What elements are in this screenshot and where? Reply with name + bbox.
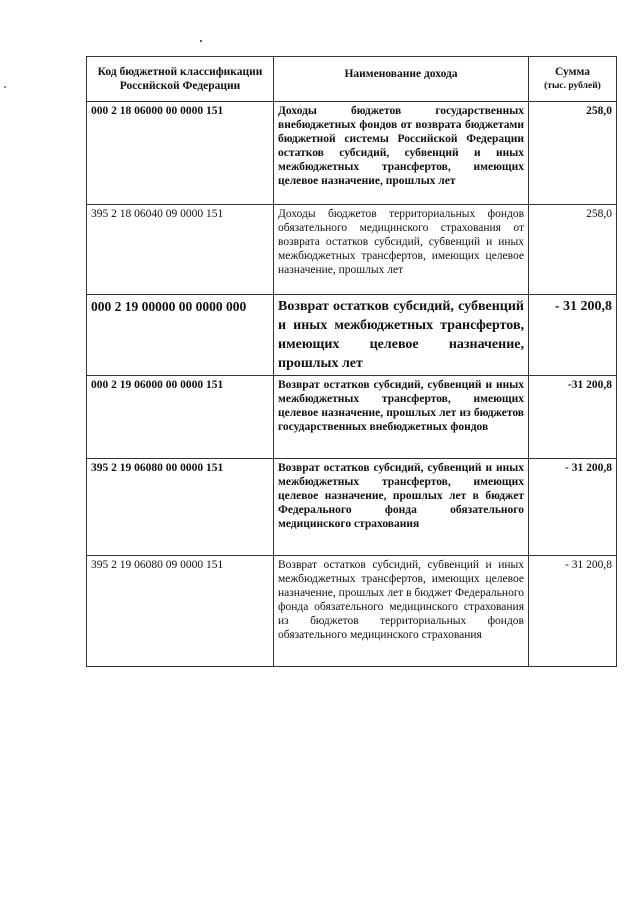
header-code: Код бюджетной классификации Российской Федерации — [87, 57, 274, 102]
row-sum: 258,0 — [529, 102, 617, 205]
row-name: Доходы бюджетов государственных внебюджетных фондов от возврата бюджетами бюджетной системы Российской Федерации остатков субсидий, субвенций и иных межбюджетных трансфертов, имеющих целевое назначение, прошлых лет — [274, 102, 529, 205]
row-sum: -31 200,8 — [529, 376, 617, 459]
table-row — [87, 102, 617, 205]
row-name: Возврат остатков субсидий, субвенций и иных межбюджетных трансфертов, имеющих целевое назначение, прошлых лет в бюджет Федерального фонда обязательного медицинского страхования из бюджетов территориальных фондов обязательного медицинского страхования — [274, 556, 529, 667]
row-sum: - 31 200,8 — [529, 295, 617, 376]
row-name: Возврат остатков субсидий, субвенций и иных межбюджетных трансфертов, имеющих целевое назначение, прошлых лет в бюджет Федерального фонда обязательного медицинского страхования — [274, 459, 529, 556]
table-row — [87, 376, 617, 459]
row-sum: 258,0 — [529, 205, 617, 295]
row-code: 395 2 18 06040 09 0000 151 — [87, 205, 274, 295]
row-name: Доходы бюджетов территориальных фондов обязательного медицинского страхования от возврата остатков субсидий, субвенций и иных межбюджетных трансфертов, имеющих целевое назначение, прошлых лет — [274, 205, 529, 295]
table-row — [87, 556, 617, 667]
row-code: 000 2 18 06000 00 0000 151 — [87, 102, 274, 205]
row-name: Возврат остатков субсидий, субвенций и иных межбюджетных трансфертов, имеющих целевое назначение, прошлых лет — [274, 295, 529, 376]
scan-speck — [4, 86, 6, 88]
row-sum: - 31 200,8 — [529, 459, 617, 556]
header-sum-label: Сумма — [555, 66, 590, 78]
header-name: Наименование дохода — [274, 57, 529, 102]
table-header-row — [87, 57, 617, 102]
row-code: 000 2 19 06000 00 0000 151 — [87, 376, 274, 459]
table-row — [87, 295, 617, 376]
table-row — [87, 459, 617, 556]
row-sum: - 31 200,8 — [529, 556, 617, 667]
scan-speck — [200, 40, 202, 42]
table-row — [87, 205, 617, 295]
row-code: 395 2 19 06080 00 0000 151 — [87, 459, 274, 556]
header-sum-unit: (тыс. рублей) — [544, 81, 601, 91]
header-sum — [529, 57, 617, 102]
row-code: 395 2 19 06080 09 0000 151 — [87, 556, 274, 667]
budget-revenue-table — [86, 56, 617, 667]
row-code: 000 2 19 00000 00 0000 000 — [87, 295, 274, 376]
row-name: Возврат остатков субсидий, субвенций и иных межбюджетных трансфертов, имеющих целевое назначение, прошлых лет из бюджетов государственных внебюджетных фондов — [274, 376, 529, 459]
